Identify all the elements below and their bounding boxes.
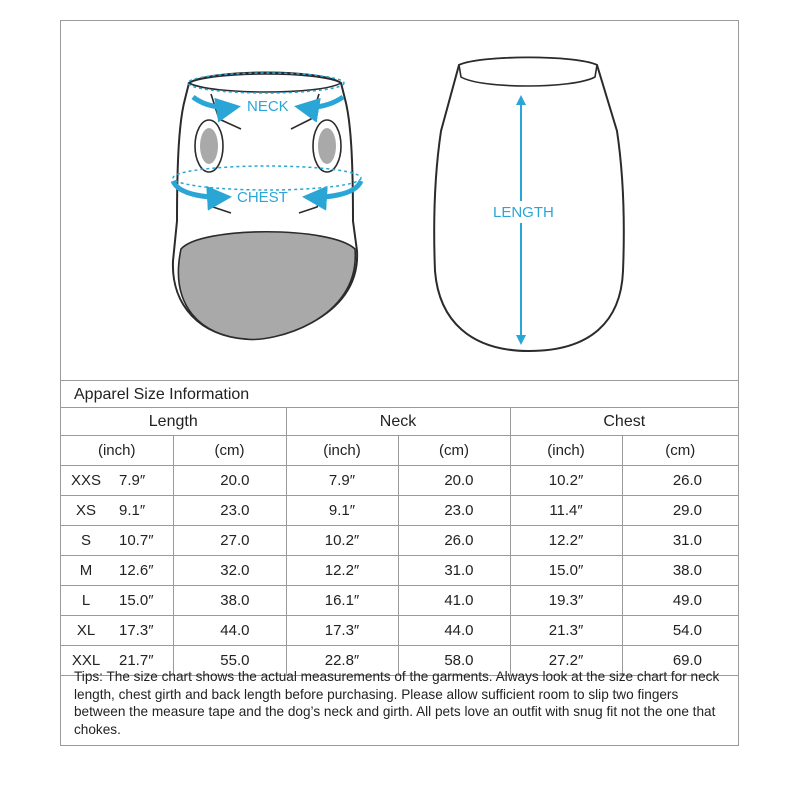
length-inch-cell [61, 496, 173, 526]
neck-cm-value: 26.0 [398, 526, 510, 556]
garment-diagrams-svg [61, 21, 738, 380]
size-label: S [80, 532, 91, 549]
chest-cm-value: 31.0 [622, 526, 738, 556]
chest-cm-value: 26.0 [622, 466, 738, 496]
length-cm-value: 27.0 [173, 526, 286, 556]
length-cm-value: 55.0 [173, 646, 286, 676]
neck-inch-value: 16.1″ [286, 586, 398, 616]
neck-cm-value: 31.0 [398, 556, 510, 586]
size-label: XL [76, 622, 96, 639]
neck-inch-value: 22.8″ [286, 646, 398, 676]
chest-inch-value: 19.3″ [510, 586, 622, 616]
chest-cm-value: 38.0 [622, 556, 738, 586]
table-title: Apparel Size Information [61, 380, 738, 408]
chest-inch-value: 21.3″ [510, 616, 622, 646]
table-row [61, 556, 738, 586]
neck-cm-value: 58.0 [398, 646, 510, 676]
tips-text: Tips: The size chart shows the actual measurements of the garments. Always look at the size chart for neck length, chest girth and back length before purchasing. Please allow sufficient room to slip two fingers between the measure tape and the dog’s neck and girth. All pets love an outfit with snug fit not the one that chokes. [74, 669, 720, 737]
unit-header: (inch) [510, 436, 622, 466]
size-label: L [81, 592, 91, 609]
front-garment-diagram [173, 73, 361, 340]
chest-inch-value: 10.2″ [510, 466, 622, 496]
neck-inch-value: 12.2″ [286, 556, 398, 586]
size-rows [61, 466, 738, 676]
chest-inch-value: 27.2″ [510, 646, 622, 676]
measurement-diagrams [61, 21, 738, 380]
length-cm-value: 20.0 [173, 466, 286, 496]
length-inch-cell [61, 466, 173, 496]
length-inch-value: 17.3″ [119, 622, 154, 639]
back-collar [459, 58, 597, 87]
unit-header: (cm) [173, 436, 286, 466]
length-cm-value: 23.0 [173, 496, 286, 526]
neck-cm-value: 44.0 [398, 616, 510, 646]
chest-inch-value: 12.2″ [510, 526, 622, 556]
length-inch-value: 12.6″ [119, 562, 154, 579]
group-header-chest: Chest [510, 408, 738, 436]
chest-cm-value: 54.0 [622, 616, 738, 646]
belly-panel [178, 232, 355, 340]
length-cm-value: 32.0 [173, 556, 286, 586]
chest-cm-value: 29.0 [622, 496, 738, 526]
table-row [61, 526, 738, 556]
chest-cm-value: 69.0 [622, 646, 738, 676]
leg-hole-left-inner [200, 128, 218, 164]
unit-header: (inch) [61, 436, 173, 466]
size-label: M [79, 562, 93, 579]
unit-header: (cm) [622, 436, 738, 466]
length-inch-cell [61, 526, 173, 556]
table-row [61, 496, 738, 526]
group-header-row [61, 408, 738, 436]
length-inch-cell [61, 616, 173, 646]
length-cm-value: 44.0 [173, 616, 286, 646]
neck-cm-value: 23.0 [398, 496, 510, 526]
group-header-neck: Neck [286, 408, 510, 436]
unit-header: (inch) [286, 436, 398, 466]
length-cm-value: 38.0 [173, 586, 286, 616]
size-chart-frame [60, 20, 739, 746]
length-inch-cell [61, 586, 173, 616]
chest-inch-value: 15.0″ [510, 556, 622, 586]
size-label: XXL [71, 652, 101, 669]
neck-cm-value: 41.0 [398, 586, 510, 616]
neck-label: NECK [247, 98, 289, 115]
size-table [61, 408, 738, 676]
neck-band [189, 74, 341, 92]
neck-inch-value: 9.1″ [286, 496, 398, 526]
length-inch-cell [61, 556, 173, 586]
length-label: LENGTH [493, 204, 554, 221]
unit-header: (cm) [398, 436, 510, 466]
length-inch-value: 7.9″ [119, 472, 146, 489]
leg-hole-right-inner [318, 128, 336, 164]
chest-label: CHEST [237, 189, 288, 206]
neck-cm-value: 20.0 [398, 466, 510, 496]
table-row [61, 466, 738, 496]
back-garment-diagram [434, 58, 624, 352]
chest-inch-value: 11.4″ [510, 496, 622, 526]
length-inch-value: 9.1″ [119, 502, 146, 519]
size-label: XS [75, 502, 96, 519]
neck-inch-value: 17.3″ [286, 616, 398, 646]
neck-inch-value: 7.9″ [286, 466, 398, 496]
length-inch-value: 21.7″ [119, 652, 154, 669]
chest-cm-value: 49.0 [622, 586, 738, 616]
table-row [61, 586, 738, 616]
unit-header-row [61, 436, 738, 466]
length-inch-value: 15.0″ [119, 592, 154, 609]
neck-inch-value: 10.2″ [286, 526, 398, 556]
group-header-length: Length [61, 408, 286, 436]
length-inch-value: 10.7″ [119, 532, 154, 549]
size-label: XXS [70, 472, 101, 489]
table-row [61, 616, 738, 646]
